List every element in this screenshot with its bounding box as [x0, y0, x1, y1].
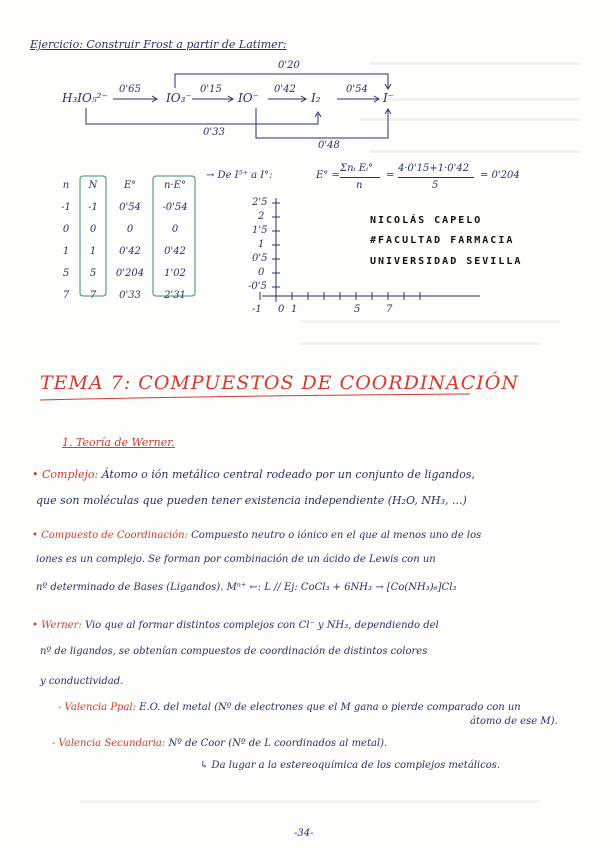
stamp-line-3: UNIVERSIDAD SEVILLA — [370, 256, 523, 267]
y-tick: 0'5 — [252, 253, 268, 264]
note-text: Vio que al formar distintos complejos con Cl⁻ y NH₃, dependiendo del — [84, 620, 439, 631]
cell: 0 — [89, 223, 97, 235]
cell: 0 — [62, 223, 70, 235]
cell: 2'31 — [164, 289, 186, 301]
y-tick: 2'5 — [252, 197, 268, 208]
species-h3io5: H₃IO₅²⁻ — [62, 91, 108, 105]
x-tick: 7 — [386, 304, 393, 315]
cell: 0'54 — [119, 201, 141, 213]
x-tick: 0 — [278, 304, 285, 315]
header-E: E° — [123, 179, 137, 191]
species-i2: I₂ — [311, 91, 321, 105]
calc-eq: = — [386, 170, 395, 181]
stamp-line-1: NICOLÁS CAPELO — [370, 215, 483, 226]
note-text: Nº de Coor (Nº de L coordinados al metal). — [168, 738, 388, 749]
potential-3: 0'42 — [274, 84, 296, 95]
cell: 0'42 — [119, 245, 141, 257]
y-tick: 2 — [258, 211, 265, 222]
note-text: Átomo o ión metálico central rodeado por un conjunto de ligandos, — [101, 468, 475, 481]
calc-value-num: 4·0'15+1·0'42 — [398, 163, 470, 174]
note-line — [32, 530, 481, 541]
potential-4: 0'54 — [346, 84, 368, 95]
cell: 0 — [171, 223, 179, 235]
page-number: -34- — [294, 828, 314, 839]
note-line — [32, 620, 439, 631]
note-line — [40, 646, 427, 657]
cell: -1 — [88, 201, 98, 213]
y-tick: -0'5 — [248, 281, 267, 292]
cell: 1'02 — [164, 267, 186, 279]
header-nE: n·E° — [164, 179, 186, 191]
note-line — [200, 760, 500, 771]
potential-1: 0'65 — [119, 84, 141, 95]
potential-bottom-left: 0'33 — [203, 127, 225, 138]
cell: 0'33 — [119, 289, 141, 301]
x-tick: 1 — [291, 304, 298, 315]
cell: 0'42 — [164, 245, 186, 257]
potential-2: 0'15 — [200, 84, 222, 95]
cell: 1 — [62, 245, 70, 257]
note-text: E.O. del metal (Nº de electrones que el M gana o pierde comparado con un — [139, 702, 521, 713]
calc-sum-den: n — [356, 180, 363, 191]
note-text: que son moléculas que pueden tener existencia independiente (H₂O, NH₃, ...) — [36, 494, 467, 507]
calc-sum-num: Σnᵢ Eᵢ° — [340, 163, 374, 174]
note-label: • Werner: — [32, 620, 82, 631]
stamp-line-2: #FACULTAD FARMACIA — [370, 235, 515, 246]
cell: 7 — [62, 289, 70, 301]
x-tick: 5 — [354, 304, 361, 315]
note-line — [32, 468, 475, 481]
potential-top-arc: 0'20 — [278, 60, 300, 71]
exercise-title: Ejercicio: Construir Frost a partir de Latimer: — [30, 38, 287, 51]
note-line — [40, 676, 123, 687]
note-line — [36, 582, 456, 593]
note-text: iones es un complejo. Se forman por combinación de un ácido de Lewis con un — [36, 554, 436, 565]
note-label: • Compuesto de Coordinación: — [32, 530, 188, 541]
note-label: • Complejo: — [32, 468, 99, 481]
note-line — [470, 716, 558, 727]
note-text: ↳ Da lugar a la estereoquímica de los complejos metálicos. — [200, 760, 501, 771]
calc-result: = 0'204 — [480, 170, 520, 181]
y-tick: 1 — [258, 239, 265, 250]
header-n: n — [62, 179, 70, 191]
potential-bottom-right: 0'48 — [318, 140, 340, 151]
note-label: - Valencia Secundaria: — [52, 738, 166, 749]
species-io: IO⁻ — [238, 91, 259, 105]
note-line — [52, 738, 387, 749]
y-tick: 1'5 — [252, 225, 268, 236]
cell: -1 — [61, 201, 71, 213]
cell: 5 — [62, 267, 70, 279]
species-i-minus: I⁻ — [383, 91, 395, 105]
species-io3: IO₃⁻ — [166, 91, 192, 105]
cell: 0 — [126, 223, 134, 235]
x-tick: -1 — [252, 304, 262, 315]
note-text: Compuesto neutro o iónico en el que al menos uno de los — [191, 530, 482, 541]
note-line — [36, 554, 436, 565]
cell: -0'54 — [162, 201, 188, 213]
note-text: y conductividad. — [40, 676, 124, 687]
note-label: - Valencia Ppal: — [58, 702, 136, 713]
note-text: átomo de ese M). — [470, 716, 558, 727]
calc-value-den: 5 — [432, 180, 439, 191]
calc-lhs: E° = — [316, 170, 340, 181]
cell: 1 — [89, 245, 97, 257]
note-line — [36, 494, 467, 507]
header-N: N — [88, 179, 98, 191]
note-text: nº de ligandos, se obtenían compuestos de coordinación de distintos colores — [40, 646, 428, 657]
tema-title: TEMA 7: COMPUESTOS DE COORDINACIÓN — [40, 372, 519, 394]
y-tick: 0 — [258, 267, 265, 278]
cell: 7 — [89, 289, 97, 301]
cell: 0'204 — [115, 267, 145, 279]
note-text: nº determinado de Bases (Ligandos). Mⁿ⁺ ←: L // Ej: CoCl₃ + 6NH₃ → [Co(NH₃)₆]Cl₃ — [36, 582, 457, 593]
note-line — [58, 702, 521, 713]
section-title: 1. Teoría de Werner. — [62, 436, 175, 449]
cell: 5 — [89, 267, 97, 279]
calc-intro: → De I⁵⁺ a I°: — [206, 170, 273, 181]
